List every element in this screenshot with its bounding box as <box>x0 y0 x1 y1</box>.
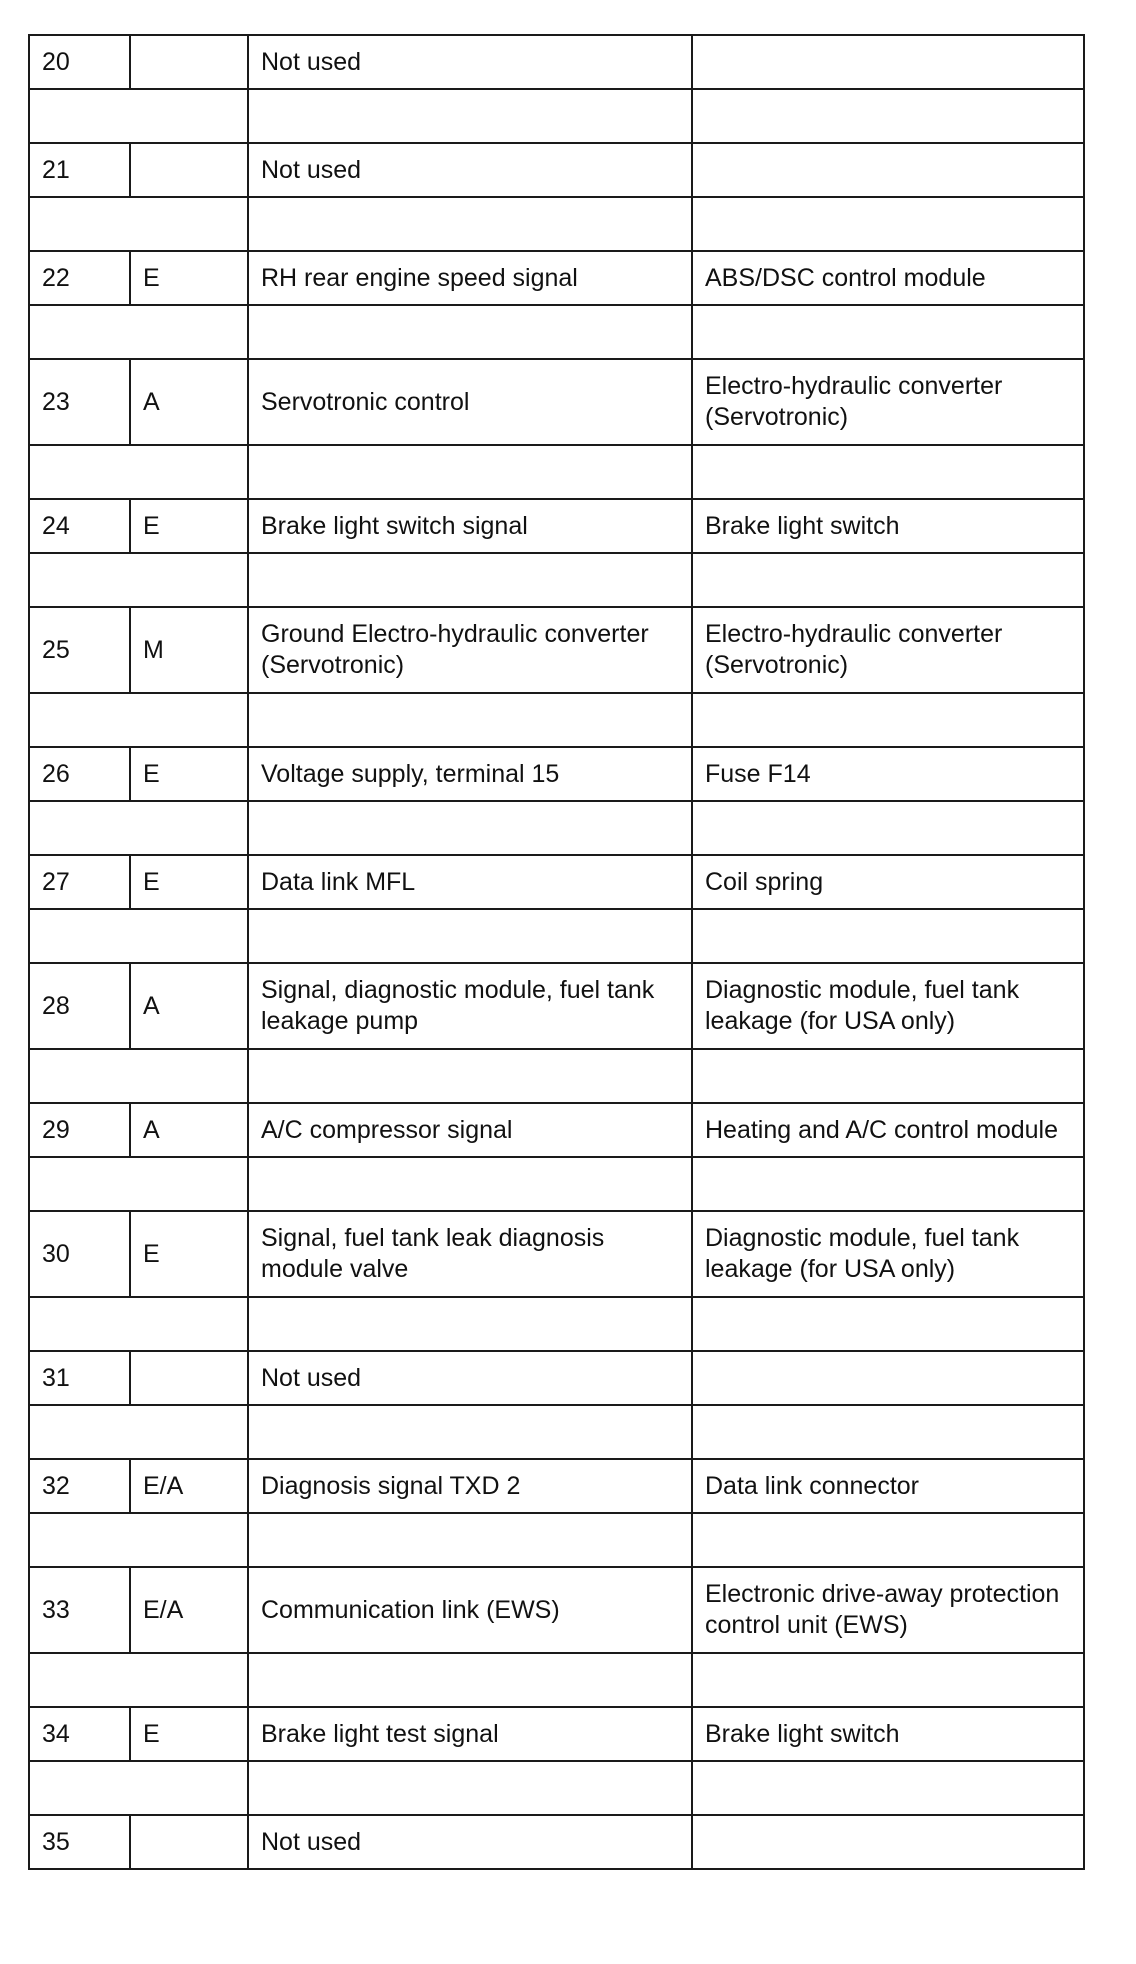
spacer-row <box>29 801 1084 855</box>
signal-type-cell: E <box>130 251 248 305</box>
spacer-cell <box>248 305 692 359</box>
pin-number-cell: 29 <box>29 1103 130 1157</box>
connected-component-cell: Brake light switch <box>692 499 1084 553</box>
connected-component-cell <box>692 1351 1084 1405</box>
connected-component-cell <box>692 35 1084 89</box>
connected-component-cell: Brake light switch <box>692 1707 1084 1761</box>
pin-number-cell: 25 <box>29 607 130 693</box>
connected-component-cell <box>692 1815 1084 1869</box>
spacer-row <box>29 305 1084 359</box>
pin-row-20 <box>29 35 1084 89</box>
pin-row-25 <box>29 607 1084 693</box>
connected-component-cell: Diagnostic module, fuel tank leakage (for USA only) <box>692 1211 1084 1297</box>
spacer-cell <box>248 801 692 855</box>
spacer-row <box>29 197 1084 251</box>
spacer-cell <box>248 553 692 607</box>
function-description-cell: Signal, diagnostic module, fuel tank leakage pump <box>248 963 692 1049</box>
signal-type-cell: A <box>130 963 248 1049</box>
pin-number-cell: 30 <box>29 1211 130 1297</box>
spacer-cell <box>692 1157 1084 1211</box>
signal-type-cell <box>130 35 248 89</box>
connected-component-cell: Heating and A/C control module <box>692 1103 1084 1157</box>
spacer-row <box>29 1653 1084 1707</box>
spacer-cell <box>692 1405 1084 1459</box>
pin-row-31 <box>29 1351 1084 1405</box>
spacer-row <box>29 1761 1084 1815</box>
signal-type-cell: A <box>130 1103 248 1157</box>
pin-number-cell: 26 <box>29 747 130 801</box>
function-description-cell: Servotronic control <box>248 359 692 445</box>
pin-row-24 <box>29 499 1084 553</box>
pin-number-cell: 20 <box>29 35 130 89</box>
spacer-cell <box>29 1653 248 1707</box>
spacer-cell <box>248 445 692 499</box>
pin-row-35 <box>29 1815 1084 1869</box>
spacer-row <box>29 553 1084 607</box>
connected-component-cell: Diagnostic module, fuel tank leakage (for USA only) <box>692 963 1084 1049</box>
pin-row-32 <box>29 1459 1084 1513</box>
connected-component-cell: Coil spring <box>692 855 1084 909</box>
pin-row-22 <box>29 251 1084 305</box>
spacer-cell <box>692 1761 1084 1815</box>
signal-type-cell <box>130 1815 248 1869</box>
spacer-cell <box>248 197 692 251</box>
spacer-cell <box>29 197 248 251</box>
signal-type-cell: E <box>130 855 248 909</box>
function-description-cell: Brake light test signal <box>248 1707 692 1761</box>
pin-row-34 <box>29 1707 1084 1761</box>
function-description-cell: Communication link (EWS) <box>248 1567 692 1653</box>
spacer-cell <box>692 445 1084 499</box>
spacer-cell <box>29 801 248 855</box>
pin-number-cell: 32 <box>29 1459 130 1513</box>
spacer-cell <box>248 1157 692 1211</box>
pin-number-cell: 21 <box>29 143 130 197</box>
pin-row-26 <box>29 747 1084 801</box>
pin-number-cell: 35 <box>29 1815 130 1869</box>
spacer-cell <box>692 305 1084 359</box>
spacer-cell <box>248 693 692 747</box>
signal-type-cell: E <box>130 1211 248 1297</box>
spacer-cell <box>248 1297 692 1351</box>
pin-row-28 <box>29 963 1084 1049</box>
pin-row-27 <box>29 855 1084 909</box>
connected-component-cell: Electro-hydraulic converter (Servotronic) <box>692 359 1084 445</box>
function-description-cell: Data link MFL <box>248 855 692 909</box>
spacer-cell <box>692 1297 1084 1351</box>
signal-type-cell <box>130 143 248 197</box>
pin-number-cell: 24 <box>29 499 130 553</box>
pin-table-body <box>29 35 1084 1869</box>
spacer-cell <box>692 553 1084 607</box>
spacer-cell <box>29 909 248 963</box>
connected-component-cell: Fuse F14 <box>692 747 1084 801</box>
pin-number-cell: 31 <box>29 1351 130 1405</box>
spacer-cell <box>692 1653 1084 1707</box>
signal-type-cell: M <box>130 607 248 693</box>
spacer-cell <box>248 909 692 963</box>
spacer-cell <box>692 801 1084 855</box>
spacer-row <box>29 1297 1084 1351</box>
spacer-cell <box>29 445 248 499</box>
spacer-cell <box>29 693 248 747</box>
signal-type-cell: E <box>130 1707 248 1761</box>
connected-component-cell: Electronic drive-away protection control unit (EWS) <box>692 1567 1084 1653</box>
function-description-cell: RH rear engine speed signal <box>248 251 692 305</box>
pin-number-cell: 33 <box>29 1567 130 1653</box>
connected-component-cell: Electro-hydraulic converter (Servotronic) <box>692 607 1084 693</box>
spacer-cell <box>692 89 1084 143</box>
spacer-cell <box>692 693 1084 747</box>
spacer-row <box>29 1405 1084 1459</box>
spacer-cell <box>29 305 248 359</box>
spacer-row <box>29 693 1084 747</box>
function-description-cell: Signal, fuel tank leak diagnosis module valve <box>248 1211 692 1297</box>
function-description-cell: Voltage supply, terminal 15 <box>248 747 692 801</box>
pin-number-cell: 22 <box>29 251 130 305</box>
signal-type-cell <box>130 1351 248 1405</box>
function-description-cell: A/C compressor signal <box>248 1103 692 1157</box>
pin-row-23 <box>29 359 1084 445</box>
signal-type-cell: E <box>130 747 248 801</box>
spacer-cell <box>692 909 1084 963</box>
function-description-cell: Diagnosis signal TXD 2 <box>248 1459 692 1513</box>
spacer-cell <box>29 1405 248 1459</box>
pin-row-21 <box>29 143 1084 197</box>
pin-row-30 <box>29 1211 1084 1297</box>
spacer-cell <box>29 1513 248 1567</box>
pin-row-33 <box>29 1567 1084 1653</box>
spacer-cell <box>29 1761 248 1815</box>
spacer-row <box>29 1049 1084 1103</box>
function-description-cell: Not used <box>248 1815 692 1869</box>
function-description-cell: Not used <box>248 1351 692 1405</box>
spacer-cell <box>692 1513 1084 1567</box>
spacer-cell <box>692 197 1084 251</box>
function-description-cell: Not used <box>248 143 692 197</box>
pin-assignment-table <box>28 34 1085 1870</box>
pin-number-cell: 28 <box>29 963 130 1049</box>
signal-type-cell: E/A <box>130 1459 248 1513</box>
spacer-cell <box>248 89 692 143</box>
connected-component-cell <box>692 143 1084 197</box>
pin-number-cell: 34 <box>29 1707 130 1761</box>
spacer-row <box>29 445 1084 499</box>
spacer-cell <box>248 1761 692 1815</box>
spacer-cell <box>29 1297 248 1351</box>
spacer-cell <box>248 1513 692 1567</box>
spacer-row <box>29 909 1084 963</box>
pin-number-cell: 27 <box>29 855 130 909</box>
spacer-cell <box>692 1049 1084 1103</box>
spacer-cell <box>29 89 248 143</box>
signal-type-cell: E/A <box>130 1567 248 1653</box>
pin-number-cell: 23 <box>29 359 130 445</box>
function-description-cell: Not used <box>248 35 692 89</box>
connected-component-cell: ABS/DSC control module <box>692 251 1084 305</box>
spacer-row <box>29 1157 1084 1211</box>
spacer-cell <box>248 1653 692 1707</box>
signal-type-cell: E <box>130 499 248 553</box>
spacer-row <box>29 1513 1084 1567</box>
spacer-cell <box>29 553 248 607</box>
connected-component-cell: Data link connector <box>692 1459 1084 1513</box>
pin-row-29 <box>29 1103 1084 1157</box>
function-description-cell: Brake light switch signal <box>248 499 692 553</box>
spacer-cell <box>248 1405 692 1459</box>
spacer-cell <box>29 1049 248 1103</box>
spacer-cell <box>29 1157 248 1211</box>
spacer-cell <box>248 1049 692 1103</box>
function-description-cell: Ground Electro-hydraulic converter (Servotronic) <box>248 607 692 693</box>
spacer-row <box>29 89 1084 143</box>
signal-type-cell: A <box>130 359 248 445</box>
